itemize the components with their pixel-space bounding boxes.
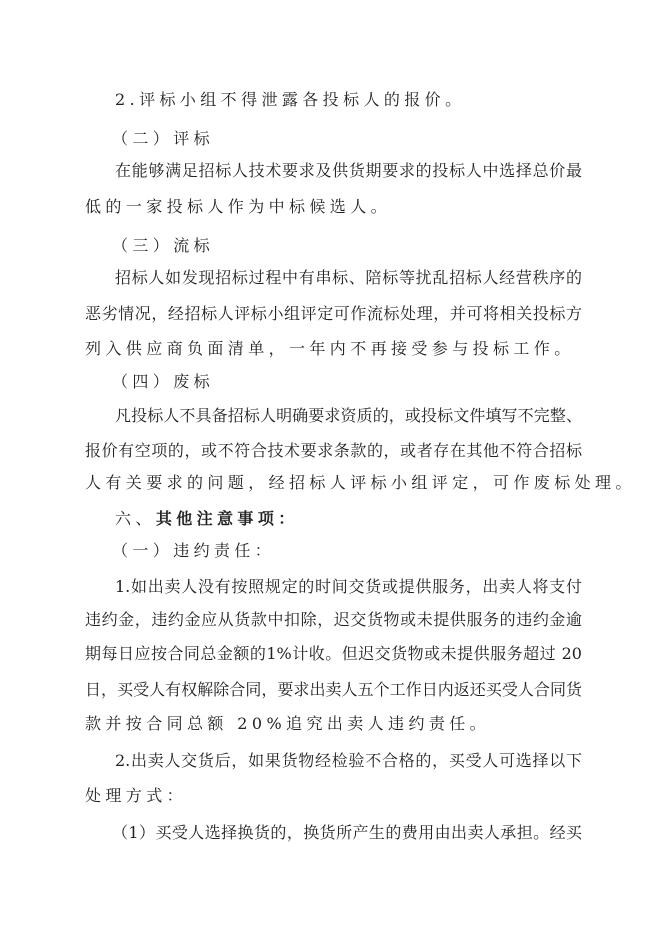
paragraph-line: 期每日应按合同总金额的1%计收。但迟交货物或未提供服务超过 20 — [85, 644, 582, 663]
paragraph-line: 款并按合同总额 20%追究出卖人违约责任。 — [85, 714, 491, 733]
paragraph-line: 2.出卖人交货后，如果货物经检验不合格的，买受人可选择以下 — [115, 751, 582, 770]
paragraph-line: 2.评标小组不得泄露各投标人的报价。 — [115, 90, 466, 109]
section-number: 六、 — [115, 509, 156, 528]
paragraph-line: 列入供应商负面清单，一年内不再接受参与投标工作。 — [85, 339, 575, 358]
paragraph-line: 报价有空项的，或不符合技术要求条款的，或者存在其他不符合招标 — [85, 441, 582, 460]
section-title: 其他注意事项： — [155, 509, 299, 528]
section-heading: （四）废标 — [112, 372, 215, 391]
paragraph-line: 违约金，违约金应从货款中扣除，迟交货物或未提供服务的违约金逾 — [85, 610, 582, 629]
paragraph-line: 恶劣情况，经招标人评标小组评定可作流标处理，并可将相关投标方 — [85, 304, 582, 323]
paragraph-line: 日，买受人有权解除合同，要求出卖人五个工作日内返还买受人合同货 — [85, 680, 582, 699]
paragraph-line: 1.如出卖人没有按照规定的时间交货或提供服务，出卖人将支付 — [115, 577, 582, 596]
section-heading: （一）违约责任： — [112, 541, 276, 560]
paragraph-line: 处理方式： — [85, 786, 188, 805]
section-heading: （三）流标 — [112, 236, 215, 255]
section-six-heading — [115, 507, 299, 531]
paragraph-line: 凡投标人不具备招标人明确要求资质的，或投标文件填写不完整、 — [115, 406, 582, 425]
paragraph-line: 招标人如发现招标过程中有串标、陪标等扰乱招标人经营秩序的 — [115, 268, 582, 287]
paragraph-line: 人有关要求的问题，经招标人评标小组评定，可作废标处理。 — [85, 473, 636, 492]
section-heading: （二）评标 — [112, 129, 215, 148]
paragraph-line: 在能够满足招标人技术要求及供货期要求的投标人中选择总价最 — [115, 161, 582, 180]
paragraph-line: （1）买受人选择换货的，换货所产生的费用由出卖人承担。经买 — [112, 823, 582, 842]
paragraph-line: 低的一家投标人作为中标候选人。 — [85, 197, 392, 216]
